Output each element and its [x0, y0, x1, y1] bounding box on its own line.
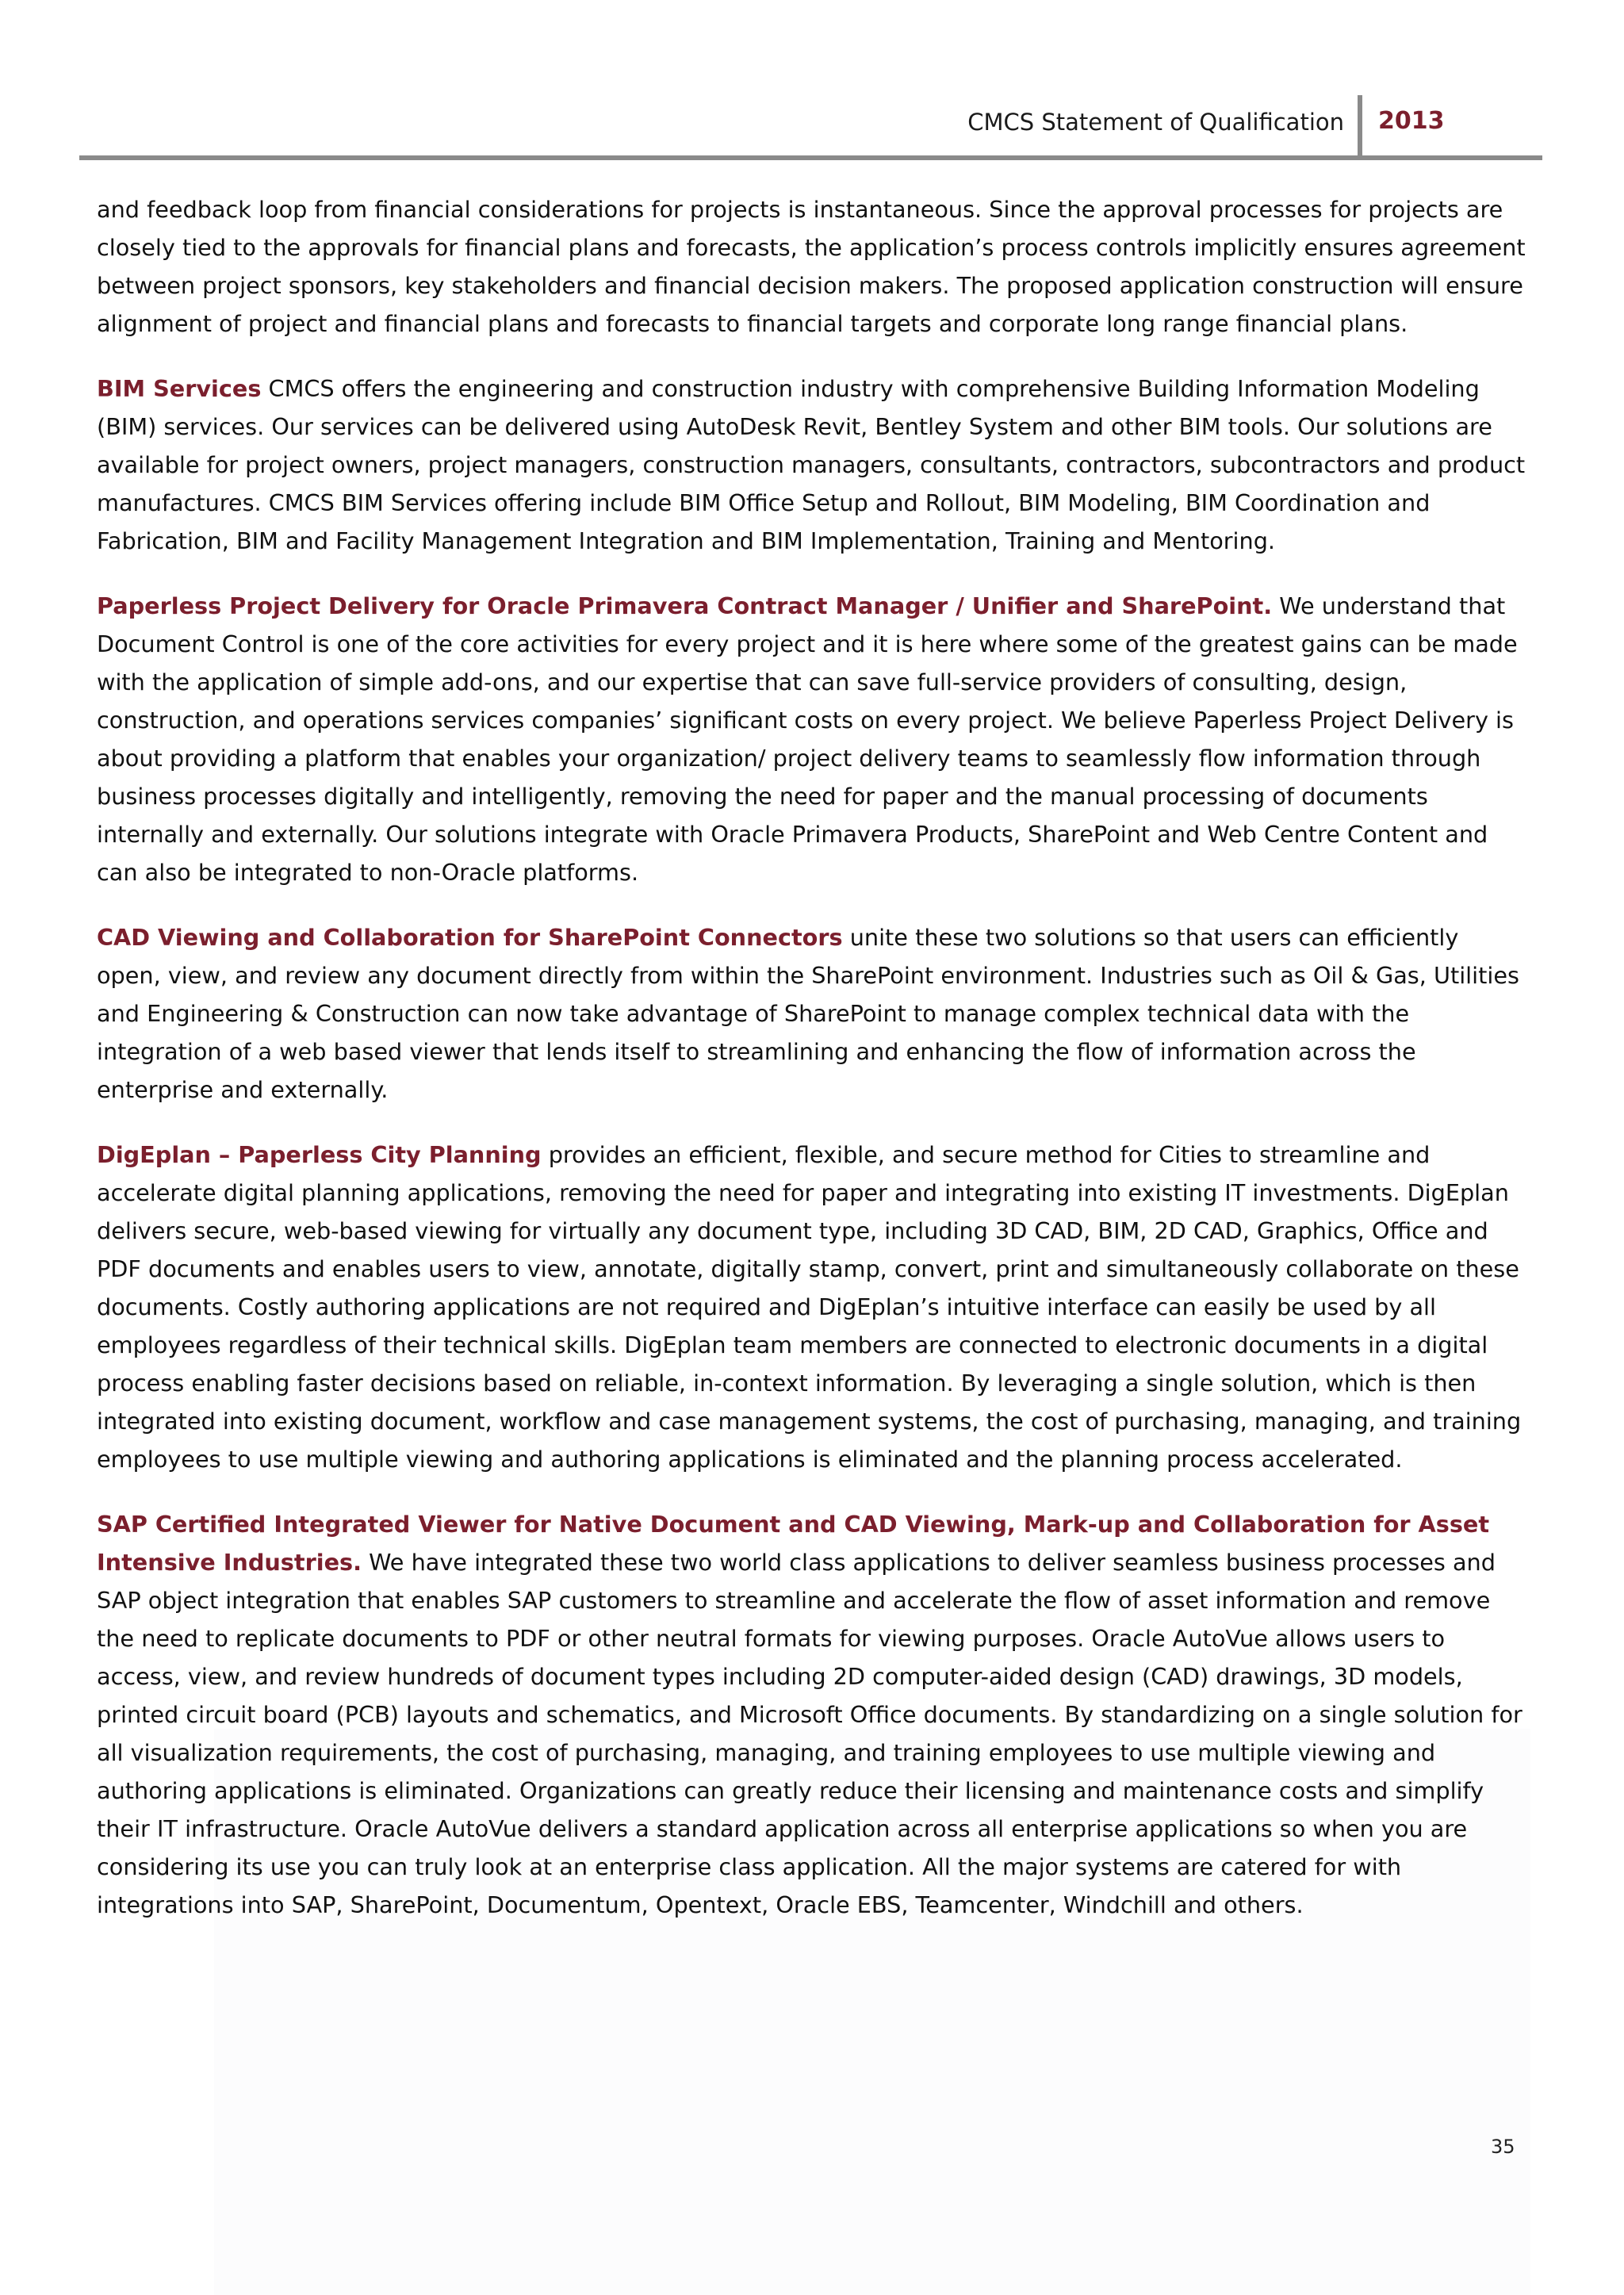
- section-title: CAD Viewing and Collaboration for SharePoint Connectors: [97, 924, 843, 951]
- section-title: SAP Certified Integrated Viewer for Native Document and CAD Viewing, Mark-up and Collaboration for Asset Intensive Industries.: [97, 1511, 1490, 1576]
- section-title: BIM Services: [97, 375, 262, 402]
- document-body: [97, 190, 1529, 1951]
- section-title: DigEplan – Paperless City Planning: [97, 1141, 542, 1168]
- section-digeplan: [97, 1136, 1529, 1478]
- section-bim-services: [97, 370, 1529, 560]
- section-body: We understand that Document Control is one of the core activities for every project and it is here where some of the greatest gains can be made with the application of simple add-ons, and our expertise that can save full-service providers of consulting, design, construction, and operations services companies’ significant costs on every project. We believe Paperless Project Delivery is about providing a platform that enables your organization/ project delivery teams to seamlessly flow information through business processes digitally and intelligently, removing the need for paper and the manual processing of documents internally and externally. Our solutions integrate with Oracle Primavera Products, SharePoint and Web Centre Content and can also be integrated to non-Oracle platforms.: [97, 592, 1518, 886]
- header-title: CMCS Statement of Qualification: [967, 109, 1344, 136]
- section-body: provides an efficient, flexible, and secure method for Cities to streamline and accelerate digital planning applications, removing the need for paper and integrating into existing IT investments. DigEplan delivers secure, web-based viewing for virtually any document type, including 3D CAD, BIM, 2D CAD, Graphics, Office and PDF documents and enables users to view, annotate, digitally stamp, convert, print and simultaneously collaborate on these documents. Costly authoring applications are not required and DigEplan’s intuitive interface can easily be used by all employees regardless of their technical skills. DigEplan team members are connected to electronic documents in a digital process enabling faster decisions based on reliable, in-context information. By leveraging a single solution, which is then integrated into existing document, workflow and case management systems, the cost of purchasing, managing, and training employees to use multiple viewing and authoring applications is eliminated and the planning process accelerated.: [97, 1141, 1522, 1473]
- page-header: [79, 95, 1542, 160]
- section-body: unite these two solutions so that users can efficiently open, view, and review any document directly from within the SharePoint environment. Industries such as Oil & Gas, Utilities and Engineering & Construction can now take advantage of SharePoint to manage complex technical data with the integration of a web based viewer that lends itself to streamlining and enhancing the flow of information across the enterprise and externally.: [97, 924, 1519, 1103]
- section-paperless-project-delivery: [97, 587, 1529, 891]
- header-divider: [1358, 95, 1362, 157]
- section-body: CMCS offers the engineering and construction industry with comprehensive Building Information Modeling (BIM) services. Our services can be delivered using AutoDesk Revit, Bentley System and other BIM tools. Our solutions are available for project owners, project managers, construction managers, consultants, contractors, subcontractors and product manufactures. CMCS BIM Services offering include BIM Office Setup and Rollout, BIM Modeling, BIM Coordination and Fabrication, BIM and Facility Management Integration and BIM Implementation, Training and Mentoring.: [97, 375, 1526, 554]
- section-body: We have integrated these two world class applications to deliver seamless business processes and SAP object integration that enables SAP customers to streamline and accelerate the flow of asset information and remove the need to replicate documents to PDF or other neutral formats for viewing purposes. Oracle AutoVue allows users to access, view, and review hundreds of document types including 2D computer-aided design (CAD) drawings, 3D models, printed circuit board (PCB) layouts and schematics, and Microsoft Office documents. By standardizing on a single solution for all visualization requirements, the cost of purchasing, managing, and training employees to use multiple viewing and authoring applications is eliminated. Organizations can greatly reduce their licensing and maintenance costs and simplify their IT infrastructure. Oracle AutoVue delivers a standard application across all enterprise applications so when you are considering its use you can truly look at an enterprise class application. All the major systems are catered for with integrations into SAP, SharePoint, Documentum, Opentext, Oracle EBS, Teamcenter, Windchill and others.: [97, 1549, 1522, 1918]
- page-number: 35: [1491, 2136, 1515, 2158]
- header-rule: [79, 155, 1542, 160]
- section-title: Paperless Project Delivery for Oracle Primavera Contract Manager / Unifier and SharePoint.: [97, 592, 1273, 619]
- header-year: 2013: [1378, 107, 1445, 135]
- section-sap-certified-viewer: [97, 1505, 1529, 1924]
- intro-paragraph: and feedback loop from financial considerations for projects is instantaneous. Since the approval processes for projects are closely tied to the approvals for financial plans and forecasts, the application’s process controls implicitly ensures agreement between project sponsors, key stakeholders and financial decision makers. The proposed application construction will ensure alignment of project and financial plans and forecasts to financial targets and corporate long range financial plans.: [97, 196, 1526, 337]
- section-cad-viewing-sharepoint: [97, 918, 1529, 1109]
